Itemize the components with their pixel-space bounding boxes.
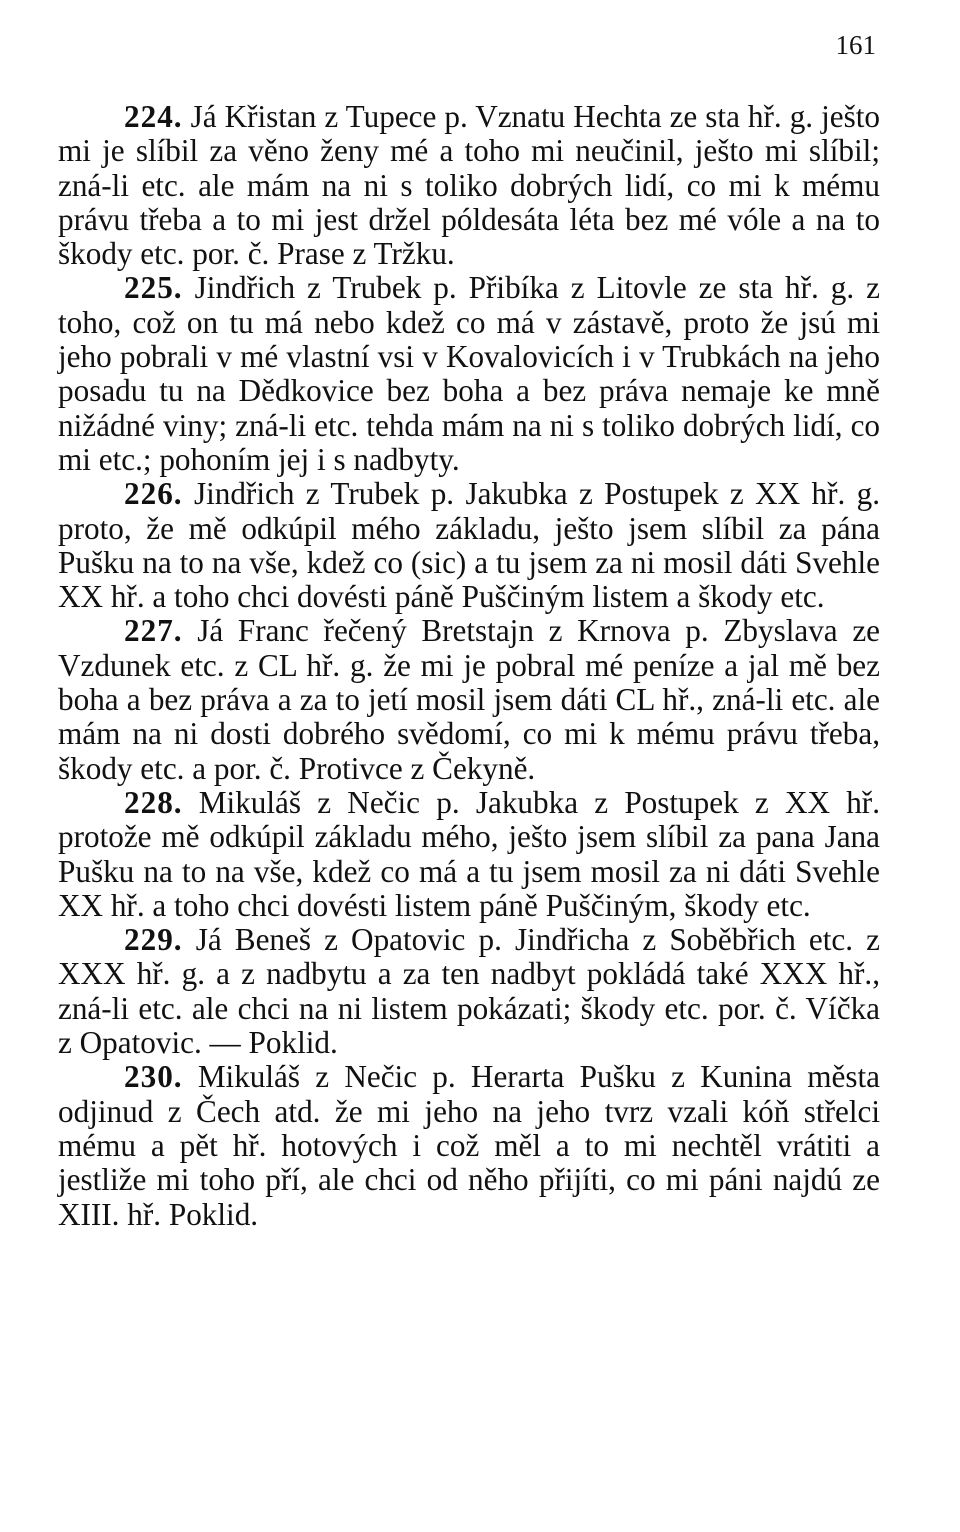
entry-text: Já Křistan z Tupece p. Vznatu Hechta ze sta hř. g. ješto mi je slíbil za věno ženy mé a toho mi neučinil, ješto mi slíbil; zná-li etc. ale mám na ni s toliko dobrých lidí, co mi k mému právu třeba a to mi jest držel póldesáta léta bez mé vóle a na to škody etc. por. č. Prase z Tržku. xyxy=(58,99,880,272)
entry-number: 227. xyxy=(124,613,183,649)
entry-number: 230. xyxy=(124,1059,183,1095)
page-number: 161 xyxy=(835,30,876,60)
entry-text: Já Franc řečený Bretstajn z Krnova p. Zbyslava ze Vzdunek etc. z CL hř. g. že mi je pobral mé peníze a jal mě bez boha a bez práva a za to jetí mosil jsem dáti CL hř., zná-li etc. ale mám na ni dosti dobrého svědomí, co mi k mému právu třeba, škody etc. a por. č. Protivce z Čekyně. xyxy=(58,613,880,786)
entry-text: Já Beneš z Opatovic p. Jindřicha z Soběbřich etc. z XXX hř. g. a z nadbytu a za ten nadbyt pokládá také XXX hř., zná-li etc. ale chci na ni listem pokázati; škody etc. por. č. Víčka z Opatovic. — Poklid. xyxy=(58,922,880,1061)
entry-text: Jindřich z Trubek p. Přibíka z Litovle ze sta hř. g. z toho, což on tu má nebo kdež co má v zástavě, proto že jsú mi jeho pobrali v mé vlastní vsi v Kovalovicích i v Trubkách na jeho posadu tu na Dědkovice bez boha a bez práva nemaje ke mně nižádné viny; zná-li etc. tehda mám na ni s toliko dobrých lidí, co mi etc.; pohoním jej i s nadbyty. xyxy=(58,270,880,477)
entry-number: 224. xyxy=(124,99,183,134)
entry-text: Mikuláš z Nečic p. Herarta Pušku z Kunina města odjinud z Čech atd. že mi jeho na jeho tvrz vzali kóň střelci mému a pět hř. hotových i což měl a to mi nechtěl vrátiti a jestliže mi toho pří, ale chci od něho přijíti, co mi páni najdú ze XIII. hř. Poklid. xyxy=(58,1059,880,1232)
entry-228 xyxy=(58,786,880,923)
entry-number: 225. xyxy=(124,270,183,306)
entry-number: 226. xyxy=(124,476,183,512)
entry-text: Jindřich z Trubek p. Jakubka z Postupek z XX hř. g. proto, že mě odkúpil mého základu, ješto jsem slíbil za pána Pušku na to na vše, kdež co (sic) a tu jsem za ni mosil dáti Svehle XX hř. a toho chci dovésti páně Puščiným listem a škody etc. xyxy=(58,476,880,615)
text-body xyxy=(58,100,880,1232)
entry-226 xyxy=(58,477,880,614)
entry-number: 229. xyxy=(124,922,183,958)
entry-number: 228. xyxy=(124,784,183,820)
entry-227 xyxy=(58,614,880,785)
entry-229 xyxy=(58,923,880,1060)
entry-230 xyxy=(58,1060,880,1231)
entry-text: Mikuláš z Nečic p. Jakubka z Postupek z XX hř. protože mě odkúpil základu mého, ješto jsem slíbil za pana Jana Pušku na to na vše, kdež co má a tu jsem mosil za ni dáti Svehle XX hř. a toho chci dovésti listem páně Puščiným, škody etc. xyxy=(58,784,880,923)
entry-224 xyxy=(58,100,880,271)
entry-225 xyxy=(58,271,880,477)
